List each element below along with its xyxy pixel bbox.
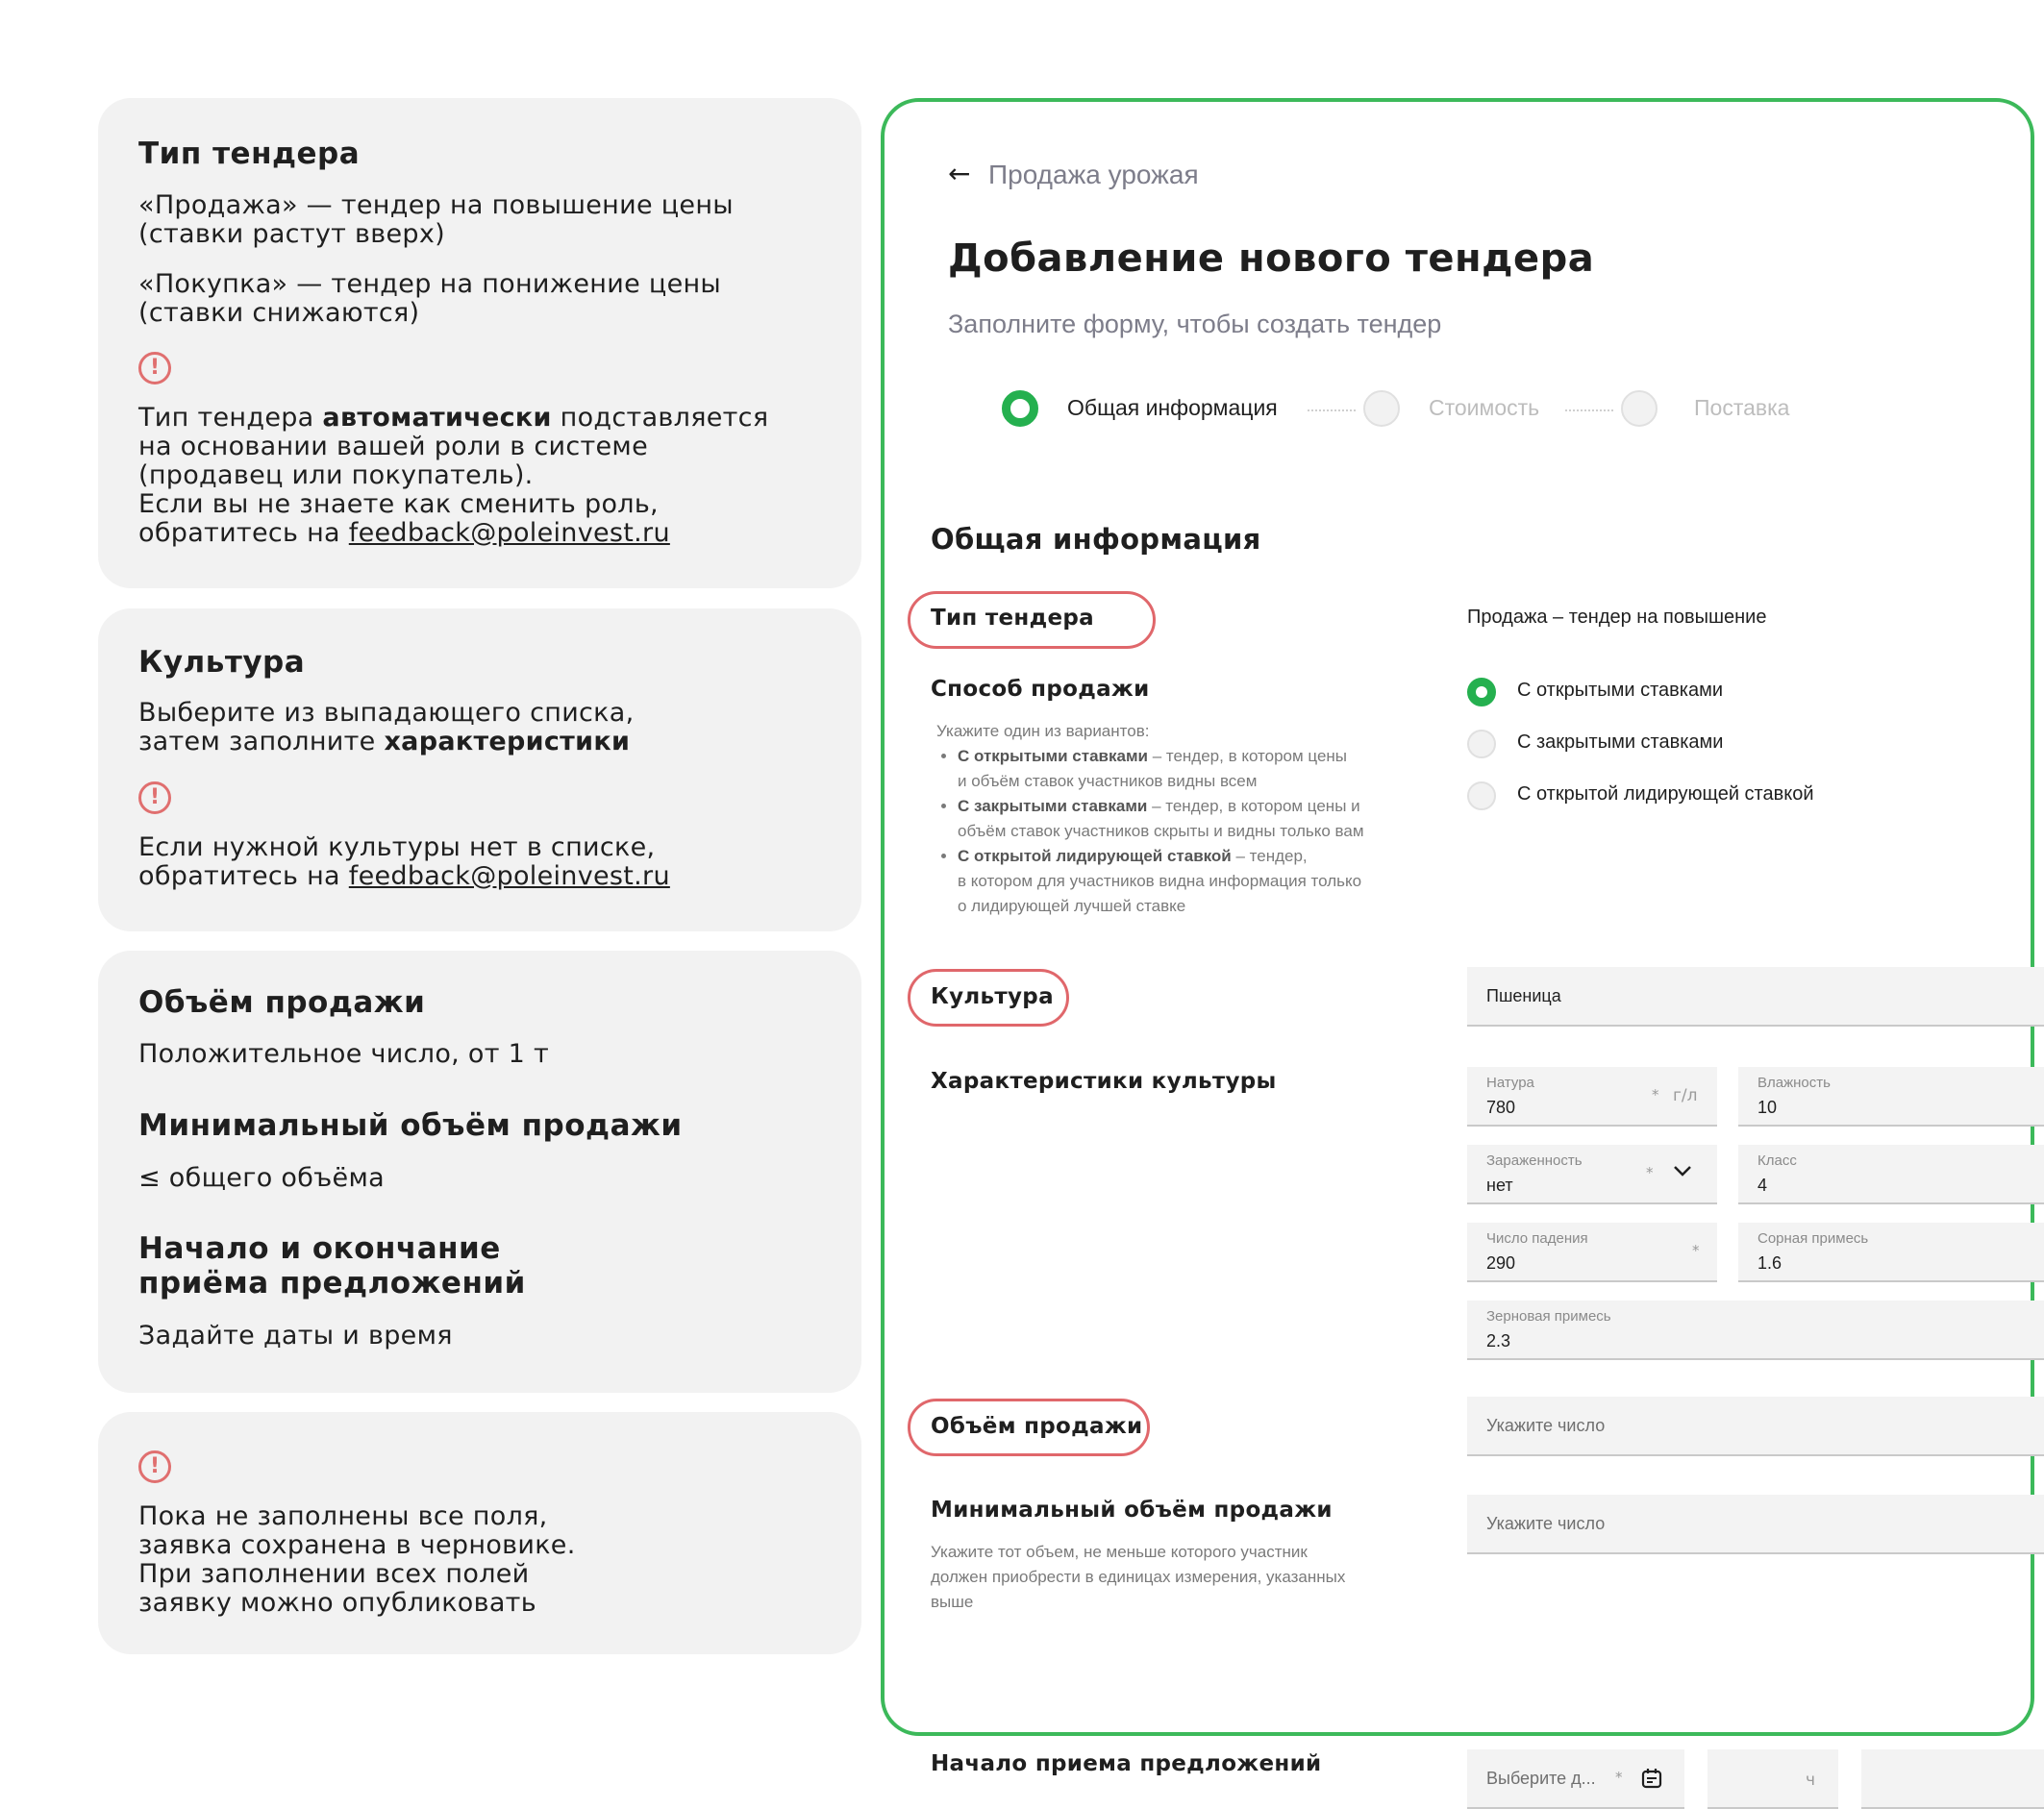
feedback-email-link[interactable]: feedback@poleinvest.ru	[348, 518, 670, 548]
sale-method-label: Способ продажи	[931, 677, 1150, 702]
step-cost[interactable]: Стоимость	[1429, 395, 1540, 420]
start-hour-input[interactable]	[1707, 1749, 1838, 1809]
role-options-note: (продавец или покупатель).	[138, 460, 534, 490]
culture-select[interactable]	[1467, 967, 2044, 1027]
page-title: Добавление нового тендера	[948, 236, 1595, 281]
breadcrumb-link[interactable]: Продажа урожая	[988, 160, 1199, 189]
step-inactive-icon	[1621, 390, 1658, 427]
natura-unit: г/л	[1673, 1086, 1698, 1105]
sale-description-line2: (ставки растут вверх)	[138, 219, 445, 249]
class-field-value: 4	[1757, 1176, 1768, 1195]
grain-impurity-field-value: 2.3	[1486, 1331, 1511, 1351]
auto-type-note: Тип тендера автоматически подставляется	[138, 403, 769, 433]
sale-method-description	[936, 744, 1364, 919]
draft-note-line1: Пока не заполнены все поля,	[138, 1501, 548, 1531]
buy-description-line2: (ставки снижаются)	[138, 298, 420, 328]
sale-description-line1: «Продажа» — тендер на повышение цены	[138, 190, 734, 220]
dates-info-desc: Задайте даты и время	[138, 1321, 453, 1351]
draft-note-line3: При заполнении всех полей	[138, 1559, 530, 1589]
list-item: • С закрытыми ставками – тендер, в котором цены и объём ставок участников скрыты и видны только вам	[958, 794, 1364, 844]
culture-info-title: Культура	[138, 645, 306, 680]
culture-label: Культура	[931, 984, 1054, 1009]
calendar-icon[interactable]	[1640, 1767, 1663, 1790]
buy-description-line1: «Покупка» — тендер на понижение цены	[138, 269, 722, 299]
weed-impurity-field[interactable]	[1738, 1223, 2044, 1282]
dates-info-title-line1: Начало и окончание	[138, 1231, 501, 1266]
min-volume-label: Минимальный объём продажи	[931, 1498, 1333, 1523]
warning-icon: !	[138, 781, 171, 814]
min-volume-input[interactable]	[1467, 1495, 2044, 1554]
natura-field-value: 780	[1486, 1098, 1516, 1117]
radio-leading-bid-label[interactable]: С открытой лидирующей ставкой	[1517, 783, 1814, 805]
step-inactive-icon	[1363, 390, 1400, 427]
infestation-select[interactable]	[1467, 1145, 1717, 1204]
tender-type-info-card	[98, 98, 861, 588]
warning-icon: !	[138, 352, 171, 384]
falling-number-field-label: Число падения	[1486, 1230, 1588, 1247]
class-field[interactable]	[1738, 1145, 2044, 1204]
draft-note-line4: заявку можно опубликовать	[138, 1588, 536, 1618]
warning-icon: !	[138, 1450, 171, 1483]
radio-closed-bids-label[interactable]: С закрытыми ставками	[1517, 731, 1724, 753]
grain-impurity-field[interactable]	[1467, 1301, 2044, 1360]
falling-number-field-value: 290	[1486, 1253, 1516, 1273]
chevron-down-icon[interactable]	[1673, 1164, 1692, 1177]
volume-label: Объём продажи	[931, 1414, 1143, 1439]
back-arrow-icon[interactable]: ←	[948, 158, 971, 189]
infestation-field-value: нет	[1486, 1176, 1513, 1195]
infestation-field-label: Зараженность	[1486, 1152, 1583, 1169]
min-volume-input-placeholder: Укажите число	[1486, 1514, 1606, 1533]
min-volume-hint: Укажите тот объем, не меньше которого участник должен приобрести в единицах измерения, указанных выше	[931, 1543, 1346, 1611]
characteristics-label: Характеристики культуры	[931, 1069, 1277, 1094]
list-item: • С открытой лидирующей ставкой – тендер, в котором для участников видна информация только о лидирующей лучшей ставке	[958, 844, 1364, 919]
step-general[interactable]: Общая информация	[1067, 395, 1278, 420]
volume-input-placeholder: Укажите число	[1486, 1416, 1606, 1435]
list-item: • С открытыми ставками – тендер, в котором цены и объём ставок участников видны всем	[958, 744, 1364, 794]
culture-select-note: Выберите из выпадающего списка,	[138, 698, 635, 728]
weed-impurity-field-value: 1.6	[1757, 1253, 1782, 1273]
volume-info-desc: Положительное число, от 1 т	[138, 1039, 550, 1069]
required-mark: *	[1652, 1086, 1659, 1103]
radio-closed-bids[interactable]	[1467, 730, 1496, 758]
falling-number-field[interactable]	[1467, 1223, 1717, 1282]
step-active-icon	[1002, 390, 1038, 427]
radio-leading-bid[interactable]	[1467, 781, 1496, 810]
role-basis-note: на основании вашей роли в системе	[138, 432, 649, 461]
radio-open-bids-label[interactable]: С открытыми ставками	[1517, 680, 1724, 701]
volume-input[interactable]	[1467, 1397, 2044, 1456]
feedback-email-link[interactable]: feedback@poleinvest.ru	[348, 861, 670, 891]
tender-type-info-title: Тип тендера	[138, 136, 361, 171]
min-volume-info-desc: ≤ общего объёма	[138, 1163, 385, 1193]
required-mark: *	[1692, 1242, 1700, 1259]
humidity-field-value: 10	[1757, 1098, 1778, 1117]
start-minute-input[interactable]	[1861, 1749, 2044, 1809]
culture-characteristics-note: затем заполните характеристики	[138, 727, 631, 756]
step-connector	[1308, 409, 1356, 411]
role-change-note: Если вы не знаете как сменить роль,	[138, 489, 659, 519]
section-title: Общая информация	[931, 523, 1261, 556]
required-mark: *	[1615, 1769, 1623, 1786]
grain-impurity-field-label: Зерновая примесь	[1486, 1308, 1611, 1325]
start-date-input[interactable]	[1467, 1749, 1684, 1809]
min-volume-info-title: Минимальный объём продажи	[138, 1108, 683, 1143]
tender-type-value: Продажа – тендер на повышение	[1467, 607, 1767, 628]
dates-info-title-line2: приёма предложений	[138, 1266, 526, 1301]
draft-info-card	[98, 1412, 861, 1654]
step-connector	[1565, 409, 1613, 411]
draft-note-line2: заявка сохранена в черновике.	[138, 1530, 576, 1560]
class-field-label: Класс	[1757, 1152, 1797, 1169]
start-label: Начало приема предложений	[931, 1751, 1322, 1776]
humidity-field-label: Влажность	[1757, 1075, 1831, 1091]
step-delivery[interactable]: Поставка	[1694, 395, 1790, 420]
contact-note: обратитесь на feedback@poleinvest.ru	[138, 861, 670, 891]
start-date-placeholder: Выберите д...	[1486, 1769, 1596, 1788]
culture-info-card	[98, 608, 861, 931]
tender-form-window	[881, 98, 2034, 1790]
volume-info-title: Объём продажи	[138, 985, 426, 1020]
volume-info-card	[98, 951, 861, 1393]
page-subtitle: Заполните форму, чтобы создать тендер	[948, 310, 1442, 338]
start-hour-placeholder: ч	[1806, 1771, 1816, 1790]
natura-field[interactable]	[1467, 1067, 1717, 1127]
culture-missing-note: Если нужной культуры нет в списке,	[138, 832, 656, 862]
radio-open-bids[interactable]	[1467, 678, 1496, 706]
contact-note: обратитесь на feedback@poleinvest.ru	[138, 518, 670, 548]
sale-method-hint: Укажите один из вариантов:	[936, 722, 1150, 740]
culture-select-value: Пшеница	[1486, 986, 1561, 1005]
humidity-field[interactable]	[1738, 1067, 2044, 1127]
weed-impurity-field-label: Сорная примесь	[1757, 1230, 1869, 1247]
natura-field-label: Натура	[1486, 1075, 1534, 1091]
tender-type-label: Тип тендера	[931, 606, 1094, 631]
required-mark: *	[1646, 1164, 1654, 1181]
